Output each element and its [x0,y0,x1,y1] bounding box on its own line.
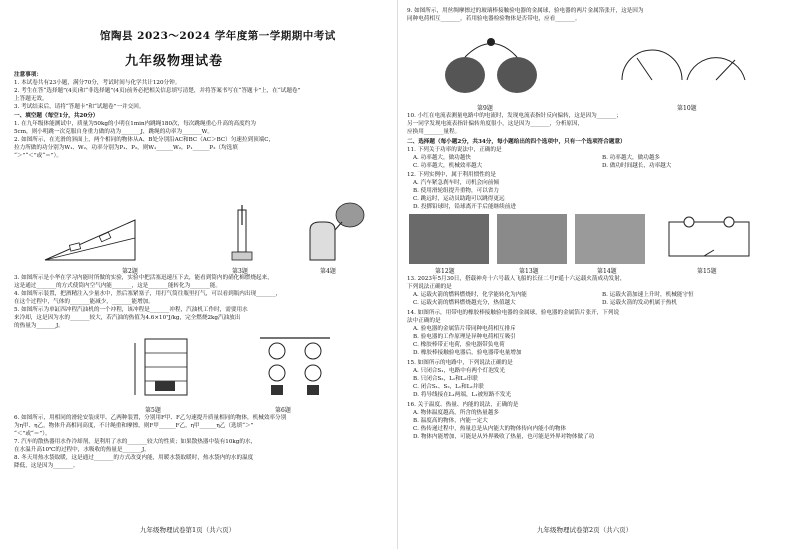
question-line: 来冷却，这是因为水的_______较大，若汽油的热值为4.6×10⁷J/kg，完全燃烧2kg汽油放出 [14,315,241,321]
question-line: 4. 如图所示装置，把酒精注入少量水中，然后塞紧塞子，用打气筒往瓶里打气，可以看到瓶内出现_______， [14,291,282,297]
question-line: 12. 下列实例中，属于利用惯性的是 [407,172,496,178]
option-line: C. 热传递过程中，热量总是从内能大的物体传向内能小的物体 [413,426,567,432]
option-line: B. 验电器的工作原理是异种电荷相互吸引 [413,334,516,340]
exam-title: 馆陶县 2023～2024 学年度第一学期期中考试 [100,30,336,42]
figure-caption: 第9题 [477,105,493,112]
option-line: C. 运载火箭的燃料燃烧越充分，热值越大 [413,300,516,306]
exam-subtitle: 九年级物理试卷 [125,54,224,69]
page-footer: 九年级物理试卷第2页（共六页） [537,526,633,534]
question-line: 在这个过程中，气体的_______能减少，_______能增加。 [14,299,154,305]
question-line: 下列说法正确的是 [407,284,452,290]
question-line: 11. 下列关于功率的说法中，正确的是 [407,147,502,153]
question-line: 3. 如图所示是小华在学习内能时所做的实验，实验中把活塞迅速压下去，能看到筒内的硝化棉燃烧起来， [14,275,273,281]
question-line: 8. 冬天用热水袋取暖，这是通过_______的方式改变内能，用暖水袋取暖时，热水袋内的水的温度 [14,455,254,461]
option-line: C. 橡胶棒带正电荷，验电器带负电荷 [413,342,505,348]
figure-caption: 第5题 [145,407,161,414]
option-line: D. 投掷铅球时，铅球离开手后能继续前进 [413,204,516,210]
question-line: 15. 如图所示的电路中，下列说法正确的是 [407,360,513,366]
option-line: D. 橡胶棒接触验电器后，验电器带电量增加 [413,350,522,356]
question-line: 9. 如图所示，用丝绸摩擦过的玻璃棒接触验电器的金属球，验电器的两片金属箔张开，这是因为 [407,8,644,14]
question-line: 同种电荷相互_______。若用验电器检验物体是否带电，应看_______。 [407,16,581,22]
option-line: B. 功率越大，做功越多 [602,155,661,161]
question-line: 1. 在九年级体能测试中，质量为50kg的小明在1min内跳绳180次，每次跳绳重心升高的高度约为 [14,121,256,127]
option-line: A. 只闭合S₁，电路中有两个灯泡发光 [413,368,505,374]
question-line: 14. 如图所示，用带电的橡胶棒接触验电器的金属球，验电器的金属箔片张开，下列说 [407,310,620,316]
figure-caption: 第13题 [519,268,539,275]
option-line: B. 运载火箭加速上升时，机械能守恒 [602,292,694,298]
option-line: D. 做功时间越长，功率越大 [602,163,672,169]
question-line: 应换用_______量程。 [407,129,461,135]
option-line: B. 使用滑轮组提升重物，可以省力 [413,188,499,194]
question-line: 在水温升高10℃的过程中，水吸收的热量是_______J。 [14,447,150,453]
question-line: 的热量为_______J。 [14,323,64,329]
option-line: A. 运载火箭的燃料燃烧时，化学能转化为内能 [413,292,527,298]
notes-heading: 注意事项： [14,72,42,78]
question-line: 5. 如图所示为单缸四冲程汽油机的一个冲程，该冲程是_______冲程，汽油机工作时，需要用水 [14,307,248,313]
figure-caption: 第12题 [435,268,455,275]
question-line: 10. 小红在电流表测量电路中的电流时，发现电流表指针反向偏转，这是因为_______； [407,113,622,119]
figure-incline [40,210,140,265]
question-line: 6. 如图所示，用相同的滑轮安装成甲、乙两种装置，分别用F甲、F乙匀速提升质量相同的物体，机械效率分别 [14,415,287,421]
option-line: C. 跳远时，运动员助跑可以跳得更远 [413,196,505,202]
figure-caption: 第4题 [320,268,336,275]
question-line: 16. 关于温度、热量、内能的说法，正确的是 [407,402,519,408]
option-line: A. 汽车紧急刹车时，司机会向前倾 [413,180,499,186]
right-page [397,0,794,549]
option-line: D. 物体内能增加，可能是从外界吸收了热量，也可能是外界对物体做了功 [413,434,595,440]
page-footer: 九年级物理试卷第1页（共六页） [140,526,236,534]
figure-pulleys [255,335,335,403]
figure-syringe [228,205,258,265]
note-line: 3. 考试结束后，请将“答题卡”和“试题卷”一并交回。 [14,104,145,110]
question-line: “＞”“＜”或“＝”）。 [14,153,62,159]
option-line: A. 物体温度越高，所含的热量越多 [413,410,499,416]
question-line: 5cm，则小明跳一次克服自身重力做的功为_______J，跳绳的功率为_______W。 [14,129,213,135]
photo-q13 [497,214,567,264]
question-line: 为η甲、η乙，物体升高相同高度，不计绳重和摩擦，则F甲______F乙，η甲______η乙（选填“＞” [14,423,254,429]
photo-q12 [409,214,489,264]
option-line: A. 功率越大，做功越快 [413,155,471,161]
option-line: B. 只闭合S₂，L₁和L₂串联 [413,376,478,382]
question-line: 法中正确的是 [407,318,441,324]
option-line: C. 功率越大，机械效率越大 [413,163,483,169]
question-line: 13. 2023年5月30日，搭载神舟十六号载人飞船的长征二号F遥十六运载火箭成功发射， [407,276,626,282]
figure-caption: 第2题 [122,268,138,275]
question-line: 2. 如图所示，在光滑的斜面上，两个相同的物体从A、B处分别沿AC和BC（AC＞BC）匀速拉到顶端C， [14,137,275,143]
figure-caption: 第15题 [697,268,717,275]
question-line: 降低，这是因为_______。 [14,463,79,469]
question-line: 这是通过_______的方式使筒内空气内能_______，这是_______能转化为_______能。 [14,283,221,289]
question-line: 另一同学发现电流表指针偏转角度很小，这是因为_______，分析原因， [407,121,584,127]
section-heading: 二、选择题（每小题2分，共34分，每小题给出的四个选项中，只有一个选项符合题意） [407,139,626,145]
question-line: 7. 汽车的散热器用水作冷却剂，是利用了水的_______较大的性质；如果散热器中装有10kg的水， [14,439,257,445]
figure-caption: 第3题 [232,268,248,275]
option-line: D. 将导线接在L₁两端，L₁被短路不发光 [413,392,512,398]
figure-caption: 第14题 [597,268,617,275]
question-line: “＜”或“＝”）。 [14,431,51,437]
figure-balloons [437,30,547,100]
figure-caption: 第10题 [677,105,697,112]
option-line: D. 运载火箭的发动机属于热机 [602,300,677,306]
figure-flask [290,200,370,265]
figure-caption: 第6题 [275,407,291,414]
note-line: 上答题无效。 [14,96,48,102]
photo-q14 [575,214,645,264]
option-line: B. 温度高的物体，内能一定大 [413,418,488,424]
figure-engine [125,335,215,403]
section-heading: 一、填空题（每空1分，共20分） [14,113,99,119]
note-line: 1. 本试卷共有23小题，满分70分，考试时间与化学共计120分钟。 [14,80,181,86]
option-line: A. 验电器的金属箔片带同种电荷相互排斥 [413,326,516,332]
option-line: C. 闭合S₁、S₂，L₁和L₂并联 [413,384,484,390]
question-line: 拉力所做的功分别为W₁、W₂，功率分别为P₁、P₂，则W₁______W₂，P₁______P₂（均选填 [14,145,238,151]
note-line: 2. 考生在答“选择题”(4页)和“非选择题”(4页)前务必把相关信息填写清楚，并将答案书写在“答题卡”上，在“试题卷” [14,88,301,94]
figure-circuit [659,214,759,264]
figure-meters [617,30,747,100]
